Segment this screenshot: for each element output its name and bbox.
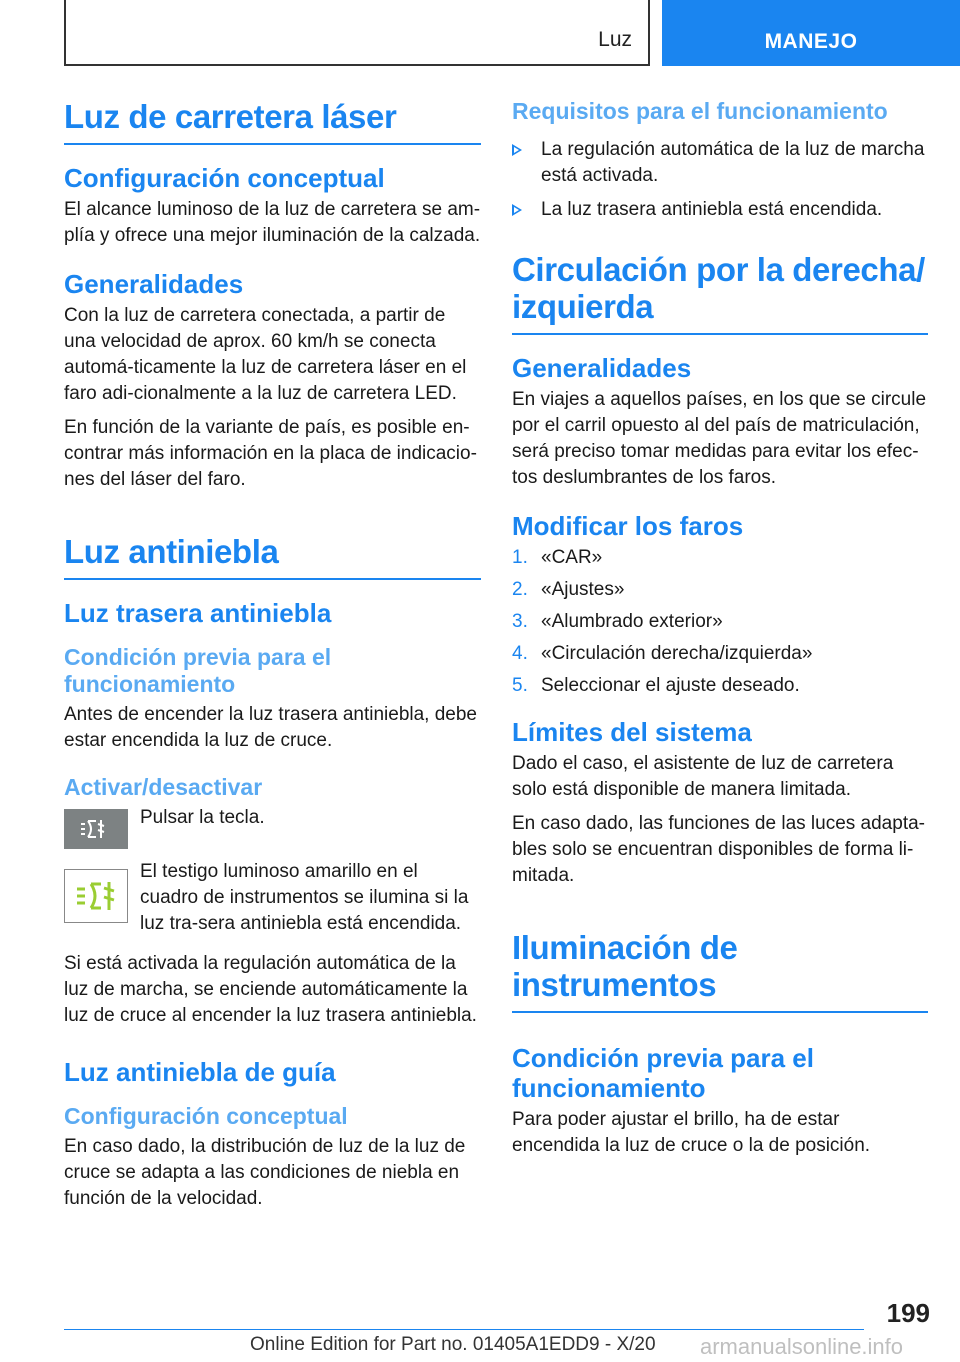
heading-instrument-lighting: Iluminación de instrumentos: [512, 929, 928, 1013]
heading-guide-fog: Luz antiniebla de guía: [64, 1057, 336, 1087]
triangle-bullet-icon: [512, 144, 522, 156]
heading-drive-general: Generalidades: [512, 353, 692, 383]
watermark: armanualsonline.info: [700, 1334, 904, 1359]
heading-laser-config: Configuración conceptual: [64, 163, 385, 193]
text-press-key: Pulsar la tecla.: [140, 807, 265, 828]
heading-system-limits: Límites del sistema: [512, 717, 752, 747]
heading-requirements: Requisitos para el funcionamiento: [512, 98, 888, 124]
list-item: La luz trasera antiniebla está encendida.: [512, 197, 928, 223]
heading-fog-lights: Luz antiniebla: [64, 533, 481, 580]
triangle-bullet-icon: [512, 204, 522, 216]
header-chapter-tab: [662, 0, 960, 66]
header-section-box: [64, 0, 650, 66]
text-limits-1: Dado el caso, el asistente de luz de carretera solo está disponible de manera limitada.: [512, 753, 894, 800]
footer-edition: Online Edition for Part no. 01405A1EDD9 - X/20: [250, 1334, 656, 1355]
text-auto-low-beam: Si está activada la regulación automática de la luz de marcha, se enciende automáticamente la luz de cruce al encender la luz trasera antiniebla.: [64, 953, 477, 1026]
heading-rear-fog-condition: Condición previa para el funcionamiento: [64, 644, 332, 697]
text-limits-2: En caso dado, las funciones de las luces adapta-bles solo se encuentran disponibles de forma li-mitada.: [512, 813, 925, 886]
text-laser-general-2: En función de la variante de país, es posible en-contrar más información en la placa de indicacio-nes del láser del faro.: [64, 417, 477, 490]
heading-laser-high-beam: Luz de carretera láser: [64, 98, 481, 145]
text-drive-general: En viajes a aquellos países, en los que se circule por el carril opuesto al del país de matriculación, será preciso tomar medidas para evitar los efec-tos deslumbrantes de los faros.: [512, 389, 927, 488]
rear-fog-light-indicator-icon: [64, 869, 128, 923]
right-column: [512, 98, 928, 1167]
step-item: 4. «Circulación derecha/izquierda»: [512, 643, 813, 664]
heading-rear-fog: Luz trasera antiniebla: [64, 598, 332, 628]
heading-activate: Activar/desactivar: [64, 774, 263, 800]
text-rear-fog-condition: Antes de encender la luz trasera antiniebla, debe estar encendida la luz de cruce.: [64, 704, 477, 751]
page-number: 199: [886, 1298, 930, 1328]
left-column: [64, 98, 481, 1220]
text-instrument-condition: Para poder ajustar el brillo, ha de estar encendida la luz de cruce o la de posición.: [512, 1109, 871, 1156]
heading-drive-side: Circulación por la derecha/ izquierda: [512, 251, 928, 335]
header-chapter-label: MANEJO: [764, 30, 858, 53]
footer-divider: [64, 1329, 864, 1330]
step-item: 5. Seleccionar el ajuste deseado.: [512, 675, 800, 696]
step-item: 2. «Ajustes»: [512, 579, 625, 600]
rear-fog-light-button-icon: [64, 809, 128, 849]
heading-guide-config: Configuración conceptual: [64, 1103, 348, 1129]
press-key-row: [64, 805, 481, 845]
step-item: 3. «Alumbrado exterior»: [512, 611, 723, 632]
step-item: 1. «CAR»: [512, 547, 603, 568]
heading-laser-general: Generalidades: [64, 269, 244, 299]
list-item: La regulación automática de la luz de marcha está activada.: [512, 137, 928, 189]
heading-instrument-condition: Condición previa para el funcionamiento: [512, 1043, 814, 1103]
text-guide-config: En caso dado, la distribución de luz de la luz de cruce se adapta a las condiciones de niebla en función de la velocidad.: [64, 1136, 466, 1209]
indicator-row: [64, 859, 481, 937]
header-section-title: Luz: [598, 28, 632, 51]
text-indicator: El testigo luminoso amarillo en el cuadro de instrumentos se ilumina si la luz tra-sera antiniebla está encendida.: [140, 861, 469, 934]
heading-modify-headlights: Modificar los faros: [512, 511, 744, 541]
text-laser-config: El alcance luminoso de la luz de carretera se am-plía y ofrece una mejor iluminación de la calzada.: [64, 199, 481, 246]
text-laser-general-1: Con la luz de carretera conectada, a partir de una velocidad de aprox. 60 km/h se conecta automá-ticamente la luz de carretera láser en el faro adi-cionalmente a la luz de carretera LED.: [64, 305, 467, 404]
